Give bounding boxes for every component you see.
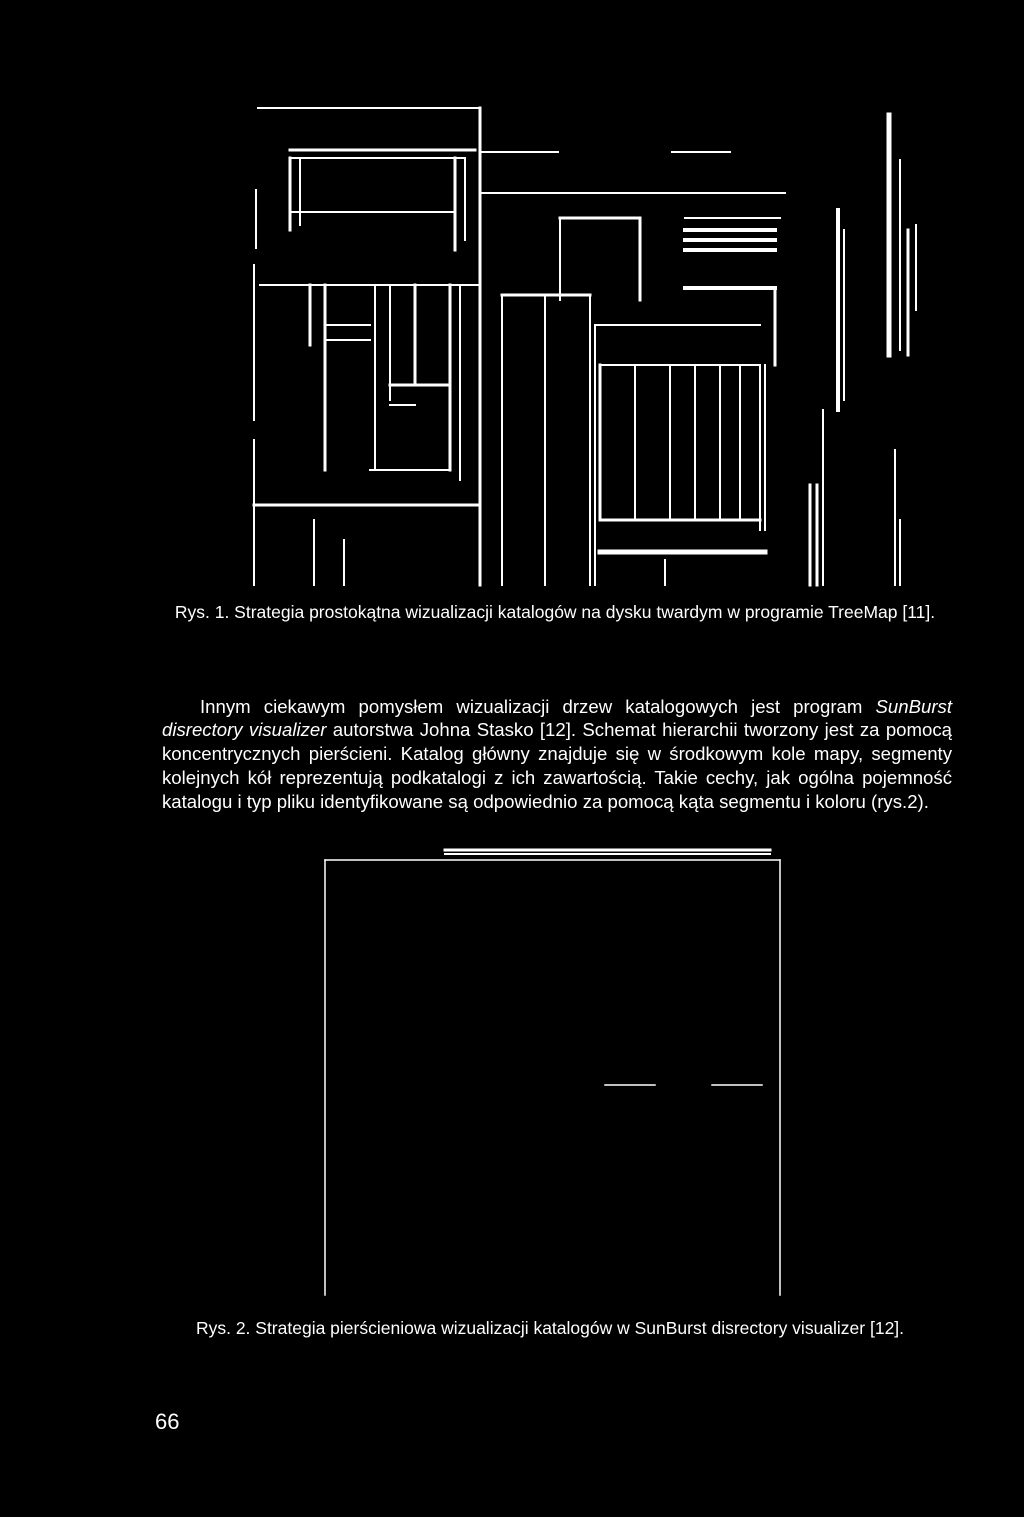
figure-1-caption: Rys. 1. Strategia prostokątna wizualizacji katalogów na dysku twardym w programie TreeMap [11].: [174, 602, 936, 622]
treemap-figure: [240, 100, 940, 590]
sunburst-figure: [300, 840, 800, 1310]
paragraph-text-part2: autorstwa Johna Stasko [12]. Schemat hierarchii tworzony jest za pomocą koncentrycznych pierścieni. Katalog główny znajduje się w środkowym kole mapy, segmenty kolejnych kół reprezentują podkatalogi z ich zawartością. Takie cechy, jak ogólna pojemność katalogu i typ pliku identyfikowane są odpowiednio za pomocą kąta segmentu i koloru (rys.2).: [162, 719, 952, 812]
paragraph-text-part1: Innym ciekawym pomysłem wizualizacji drzew katalogowych jest program: [200, 695, 876, 717]
page-number: 66: [155, 1409, 180, 1434]
figure-2-caption: Rys. 2. Strategia pierścieniowa wizualizacji katalogów w SunBurst disrectory visualizer [12].: [195, 1318, 905, 1338]
body-paragraph: [162, 695, 952, 814]
paragraph-title-italic: SunBurst disrectory visualizer: [162, 695, 952, 741]
